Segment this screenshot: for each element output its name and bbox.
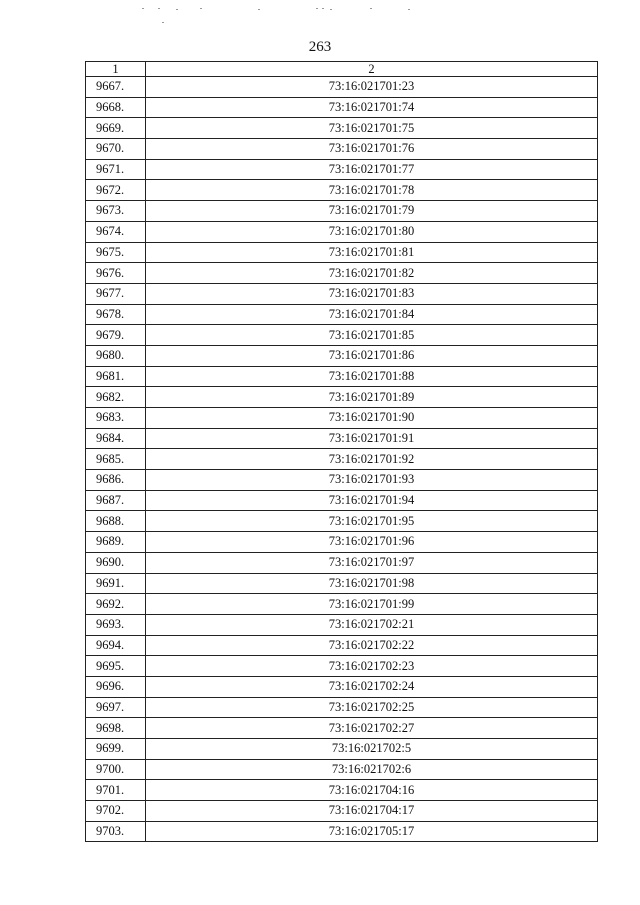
cadastral-number-cell: 73:16:021701:82 xyxy=(146,263,598,284)
row-number-cell: 9696. xyxy=(86,676,146,697)
table-header xyxy=(86,62,598,77)
cadastral-number-cell: 73:16:021701:88 xyxy=(146,366,598,387)
row-number-cell: 9679. xyxy=(86,325,146,346)
row-number-cell: 9677. xyxy=(86,283,146,304)
table-row xyxy=(86,801,598,822)
cadastral-number-cell: 73:16:021701:96 xyxy=(146,532,598,553)
table-row xyxy=(86,345,598,366)
cadastral-number-cell: 73:16:021701:90 xyxy=(146,408,598,429)
table-row xyxy=(86,77,598,98)
cadastral-number-cell: 73:16:021705:17 xyxy=(146,821,598,842)
cadastral-number-cell: 73:16:021701:85 xyxy=(146,325,598,346)
table-row xyxy=(86,759,598,780)
row-number-cell: 9676. xyxy=(86,263,146,284)
cadastral-number-cell: 73:16:021701:81 xyxy=(146,242,598,263)
page-number: 263 xyxy=(308,39,332,55)
row-number-cell: 9694. xyxy=(86,635,146,656)
table-row xyxy=(86,511,598,532)
cadastral-number-cell: 73:16:021701:76 xyxy=(146,139,598,160)
row-number-cell: 9668. xyxy=(86,97,146,118)
table-row xyxy=(86,780,598,801)
cadastral-number-cell: 73:16:021702:21 xyxy=(146,614,598,635)
table-row xyxy=(86,718,598,739)
row-number-cell: 9703. xyxy=(86,821,146,842)
table-row xyxy=(86,283,598,304)
cadastral-number-cell: 73:16:021702:27 xyxy=(146,718,598,739)
table-row xyxy=(86,573,598,594)
table-row xyxy=(86,614,598,635)
column-header-1: 1 xyxy=(86,62,146,77)
cadastral-number-cell: 73:16:021702:23 xyxy=(146,656,598,677)
scan-artifacts xyxy=(140,6,430,26)
cadastral-number-cell: 73:16:021704:17 xyxy=(146,801,598,822)
table-row xyxy=(86,449,598,470)
table-row xyxy=(86,635,598,656)
row-number-cell: 9680. xyxy=(86,345,146,366)
table-row xyxy=(86,552,598,573)
row-number-cell: 9701. xyxy=(86,780,146,801)
cadastral-number-cell: 73:16:021704:16 xyxy=(146,780,598,801)
cadastral-number-cell: 73:16:021701:77 xyxy=(146,159,598,180)
row-number-cell: 9691. xyxy=(86,573,146,594)
table-row xyxy=(86,387,598,408)
cadastral-number-cell: 73:16:021702:24 xyxy=(146,676,598,697)
cadastral-number-cell: 73:16:021701:83 xyxy=(146,283,598,304)
row-number-cell: 9684. xyxy=(86,428,146,449)
cadastral-number-cell: 73:16:021701:86 xyxy=(146,345,598,366)
cadastral-number-cell: 73:16:021701:94 xyxy=(146,490,598,511)
table-row xyxy=(86,821,598,842)
row-number-cell: 9699. xyxy=(86,739,146,760)
table-row xyxy=(86,366,598,387)
cadastral-number-cell: 73:16:021701:89 xyxy=(146,387,598,408)
row-number-cell: 9687. xyxy=(86,490,146,511)
row-number-cell: 9673. xyxy=(86,201,146,222)
table-row xyxy=(86,594,598,615)
row-number-cell: 9692. xyxy=(86,594,146,615)
cadastral-number-cell: 73:16:021701:97 xyxy=(146,552,598,573)
cadastral-number-cell: 73:16:021702:6 xyxy=(146,759,598,780)
cadastral-number-cell: 73:16:021701:79 xyxy=(146,201,598,222)
cadastral-number-cell: 73:16:021702:5 xyxy=(146,739,598,760)
table-row xyxy=(86,180,598,201)
cadastral-number-cell: 73:16:021702:22 xyxy=(146,635,598,656)
table-row xyxy=(86,159,598,180)
table-row xyxy=(86,656,598,677)
row-number-cell: 9671. xyxy=(86,159,146,180)
table-row xyxy=(86,408,598,429)
table-row xyxy=(86,490,598,511)
row-number-cell: 9672. xyxy=(86,180,146,201)
cadastral-number-cell: 73:16:021701:98 xyxy=(146,573,598,594)
table-row xyxy=(86,428,598,449)
row-number-cell: 9685. xyxy=(86,449,146,470)
table-row xyxy=(86,676,598,697)
cadastral-number-cell: 73:16:021701:74 xyxy=(146,97,598,118)
row-number-cell: 9695. xyxy=(86,656,146,677)
row-number-cell: 9674. xyxy=(86,221,146,242)
table-body xyxy=(86,77,598,842)
table-row xyxy=(86,97,598,118)
row-number-cell: 9688. xyxy=(86,511,146,532)
cadastral-number-cell: 73:16:021701:75 xyxy=(146,118,598,139)
table-row xyxy=(86,221,598,242)
table-row xyxy=(86,201,598,222)
cadastral-number-cell: 73:16:021701:84 xyxy=(146,304,598,325)
table-row xyxy=(86,697,598,718)
row-number-cell: 9689. xyxy=(86,532,146,553)
row-number-cell: 9702. xyxy=(86,801,146,822)
table-row xyxy=(86,325,598,346)
cadastral-number-cell: 73:16:021701:92 xyxy=(146,449,598,470)
table-row xyxy=(86,242,598,263)
row-number-cell: 9681. xyxy=(86,366,146,387)
table-row xyxy=(86,118,598,139)
row-number-cell: 9670. xyxy=(86,139,146,160)
row-number-cell: 9678. xyxy=(86,304,146,325)
cadastral-number-cell: 73:16:021701:78 xyxy=(146,180,598,201)
row-number-cell: 9698. xyxy=(86,718,146,739)
cadastral-number-cell: 73:16:021701:91 xyxy=(146,428,598,449)
cadastral-number-cell: 73:16:021701:93 xyxy=(146,470,598,491)
row-number-cell: 9669. xyxy=(86,118,146,139)
table-row xyxy=(86,470,598,491)
row-number-cell: 9683. xyxy=(86,408,146,429)
table-row xyxy=(86,304,598,325)
table-row xyxy=(86,739,598,760)
row-number-cell: 9690. xyxy=(86,552,146,573)
table-row xyxy=(86,263,598,284)
row-number-cell: 9686. xyxy=(86,470,146,491)
cadastral-number-cell: 73:16:021701:95 xyxy=(146,511,598,532)
row-number-cell: 9697. xyxy=(86,697,146,718)
row-number-cell: 9667. xyxy=(86,77,146,98)
cadastral-number-cell: 73:16:021702:25 xyxy=(146,697,598,718)
table-row xyxy=(86,139,598,160)
cadastral-number-cell: 73:16:021701:80 xyxy=(146,221,598,242)
cadastral-numbers-table xyxy=(85,61,598,842)
cadastral-number-cell: 73:16:021701:99 xyxy=(146,594,598,615)
row-number-cell: 9682. xyxy=(86,387,146,408)
row-number-cell: 9700. xyxy=(86,759,146,780)
column-header-2: 2 xyxy=(146,62,598,77)
row-number-cell: 9675. xyxy=(86,242,146,263)
table-header-row xyxy=(86,62,598,77)
cadastral-number-cell: 73:16:021701:23 xyxy=(146,77,598,98)
row-number-cell: 9693. xyxy=(86,614,146,635)
table-row xyxy=(86,532,598,553)
